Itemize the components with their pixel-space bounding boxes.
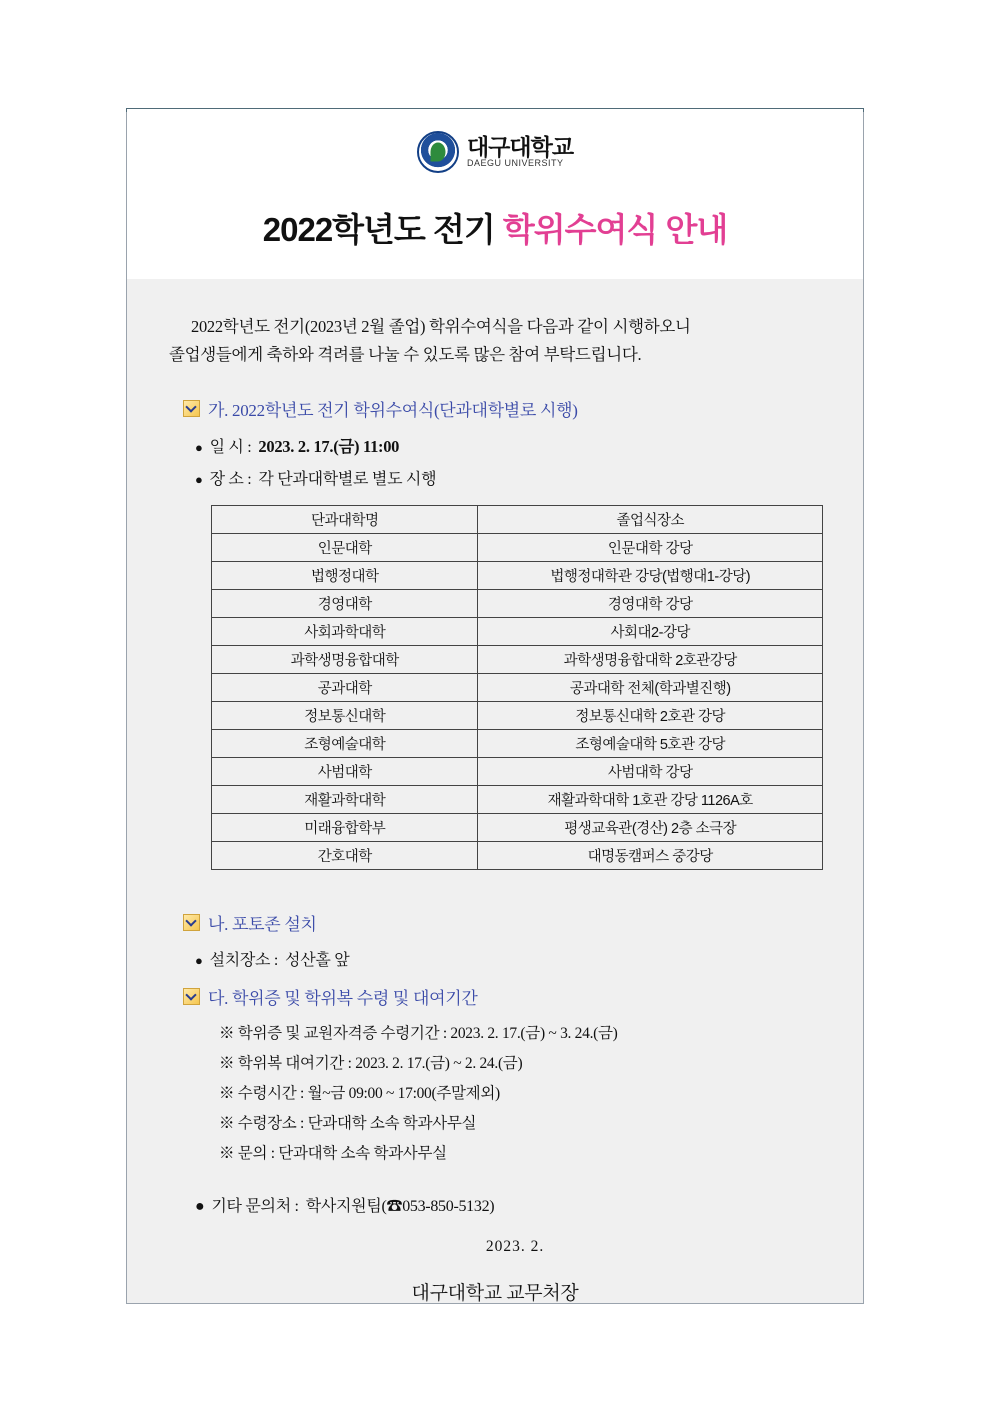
- venue-cell: 대명동캠퍼스 중강당: [478, 841, 823, 869]
- venue-cell: 경영대학 강당: [478, 589, 823, 617]
- venue-cell: 졸업식장소: [478, 505, 823, 533]
- table-row: [212, 757, 823, 785]
- signature-line: 대구대학교 교무처장: [411, 1282, 579, 1304]
- section-b-location: [195, 947, 821, 970]
- contact-value: 학사지원팀(☎053-850-5132): [305, 1197, 495, 1215]
- table-row: [212, 617, 823, 645]
- page-title-prefix: 2022학년도 전기: [262, 211, 503, 248]
- bullet-dot-icon: ●: [195, 952, 203, 968]
- college-name-cell: 경영대학: [212, 589, 478, 617]
- arrow-marker-icon: [183, 988, 200, 1005]
- table-row: [212, 729, 823, 757]
- bullet-dot-icon: ●: [195, 439, 203, 455]
- note-item: ※ 수령장소 : 단과대학 소속 학과사무실: [219, 1114, 477, 1132]
- notice-body: [127, 279, 863, 1303]
- venue-cell: 공과대학 전체(학과별진행): [478, 673, 823, 701]
- section-c-notes: [169, 1021, 821, 1163]
- university-logo: [127, 131, 863, 173]
- arrow-marker-icon: [183, 400, 200, 417]
- table-row: [212, 673, 823, 701]
- section-a-place-label: 장 소 :: [209, 470, 252, 488]
- venue-cell: 법행정대학관 강당(법행대1-강당): [478, 561, 823, 589]
- section-c-heading: [183, 984, 821, 1009]
- table-row: [212, 645, 823, 673]
- section-a-date-value: 2023. 2. 17.(금) 11:00: [258, 436, 400, 456]
- table-header-row: [212, 505, 823, 533]
- section-c-heading-text: 다. 학위증 및 학위복 수령 및 대여기간: [208, 988, 478, 1008]
- table-row: [212, 813, 823, 841]
- table-row: [212, 841, 823, 869]
- intro-line-1: 2022학년도 전기(2023년 2월 졸업) 학위수여식을 다음과 같이 시행하오니: [191, 317, 691, 336]
- intro-paragraph: [169, 313, 821, 370]
- venue-cell: 과학생명융합대학 2호관강당: [478, 645, 823, 673]
- notice-page: [126, 108, 864, 1304]
- venue-cell: 재활과학대학 1호관 강당 1126A호: [478, 785, 823, 813]
- logo-name-en: DAEGU UNIVERSITY: [466, 158, 564, 169]
- college-name-cell: 조형예술대학: [212, 729, 478, 757]
- section-b-heading: [183, 910, 821, 935]
- issue-date: 2023. 2.: [485, 1237, 545, 1255]
- ceremony-venue-table: [211, 505, 823, 870]
- venue-cell: 조형예술대학 5호관 강당: [478, 729, 823, 757]
- logo-name-kr: 대구대학교: [466, 134, 574, 161]
- section-b-location-value: 성산홀 앞: [285, 951, 350, 969]
- table-row: [212, 561, 823, 589]
- table-row: [212, 785, 823, 813]
- note-item: ※ 문의 : 단과대학 소속 학과사무실: [219, 1144, 447, 1162]
- table-row: [212, 533, 823, 561]
- bullet-dot-icon: ●: [195, 1197, 205, 1215]
- section-a-date-label: 일 시 :: [209, 438, 252, 456]
- college-name-cell: 공과대학: [212, 673, 478, 701]
- table-row: [212, 589, 823, 617]
- college-name-cell: 재활과학대학: [212, 785, 478, 813]
- college-name-cell: 미래융합학부: [212, 813, 478, 841]
- college-name-cell: 정보통신대학: [212, 701, 478, 729]
- arrow-marker-icon: [183, 914, 200, 931]
- logo-text: [467, 135, 573, 169]
- contact-line: [195, 1193, 821, 1216]
- section-a-place-value: 각 단과대학별로 별도 시행: [258, 470, 437, 488]
- note-item: ※ 학위증 및 교원자격증 수령기간 : 2023. 2. 17.(금) ~ 3. 24.(금): [219, 1024, 618, 1042]
- header-band: [127, 109, 863, 279]
- contact-label: 기타 문의처 :: [211, 1197, 299, 1215]
- college-name-cell: 사범대학: [212, 757, 478, 785]
- table-row: [212, 701, 823, 729]
- college-name-cell: 사회과학대학: [212, 617, 478, 645]
- venue-cell: 평생교육관(경산) 2층 소극장: [478, 813, 823, 841]
- section-b-location-label: 설치장소 :: [209, 951, 279, 969]
- intro-line-2: 졸업생들에게 축하와 격려를 나눌 수 있도록 많은 참여 부탁드립니다.: [169, 345, 642, 365]
- college-name-cell: 간호대학: [212, 841, 478, 869]
- college-name-cell: 인문대학: [212, 533, 478, 561]
- section-a-date: [195, 433, 821, 457]
- university-emblem-icon: [417, 131, 459, 173]
- venue-cell: 인문대학 강당: [478, 533, 823, 561]
- section-a-heading: [183, 396, 821, 421]
- page-title-highlight: 학위수여식 안내: [502, 211, 728, 248]
- venue-cell: 정보통신대학 2호관 강당: [478, 701, 823, 729]
- section-a-heading-text: 가. 2022학년도 전기 학위수여식(단과대학별로 시행): [208, 400, 578, 420]
- bullet-dot-icon: ●: [195, 471, 203, 487]
- note-item: ※ 수령시간 : 월~금 09:00 ~ 17:00(주말제외): [219, 1084, 500, 1102]
- section-b-heading-text: 나. 포토존 설치: [208, 914, 317, 934]
- venue-cell: 사회대2-강당: [478, 617, 823, 645]
- college-name-cell: 과학생명융합대학: [212, 645, 478, 673]
- college-name-cell: 법행정대학: [212, 561, 478, 589]
- page-title: [127, 204, 863, 251]
- section-a-place: [195, 466, 821, 489]
- college-name-cell: 단과대학명: [212, 505, 478, 533]
- venue-cell: 사범대학 강당: [478, 757, 823, 785]
- note-item: ※ 학위복 대여기간 : 2023. 2. 17.(금) ~ 2. 24.(금): [219, 1054, 523, 1072]
